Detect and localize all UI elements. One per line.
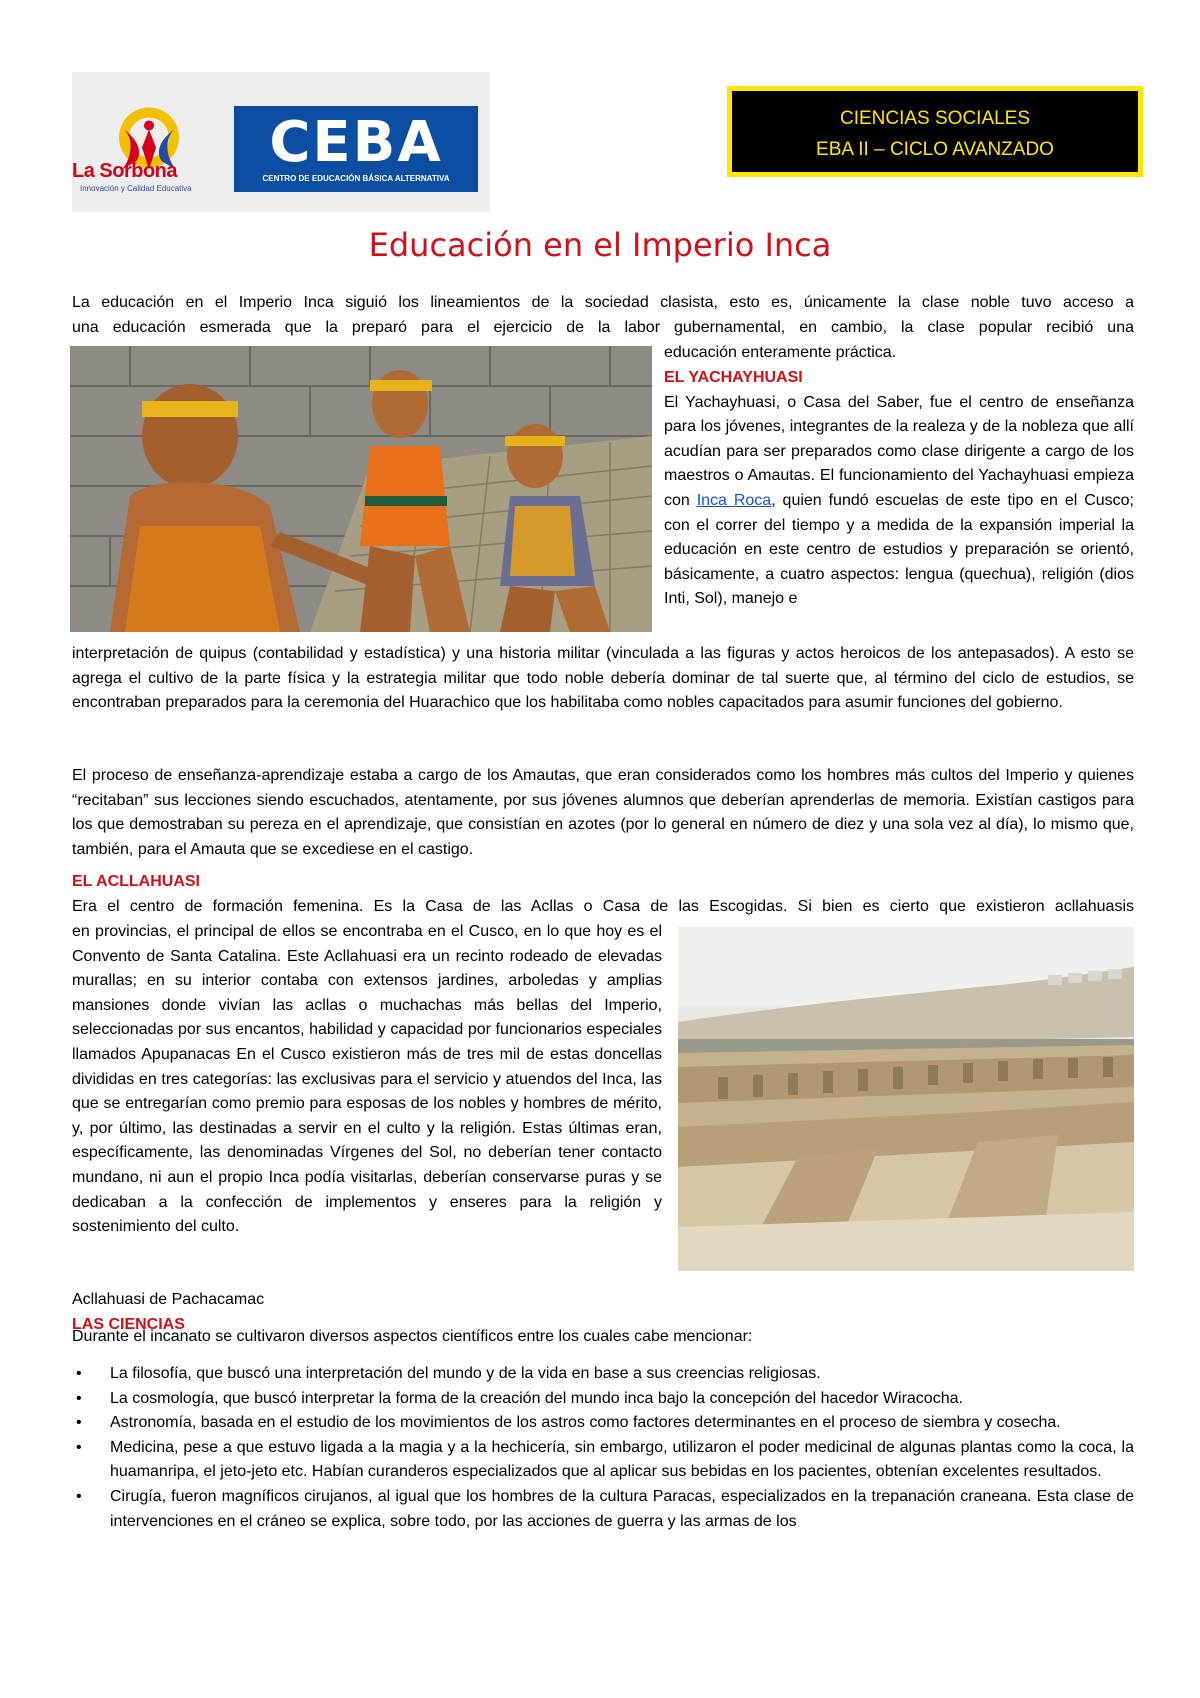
list-item-text: La cosmología, que buscó interpretar la forma de la creación del mundo inca bajo la concepción del hacedor Wiracocha. [110,1389,963,1407]
bullet-icon: • [76,1438,82,1456]
ciencias-list [72,1362,1134,1534]
list-item [72,1436,1134,1485]
list-item [72,1485,1134,1534]
acllahuasi-body: en provincias, el principal de ellos se encontraba en el Cusco, en lo que hoy es el Convento de Santa Catalina. Este Acllahuasi era un recinto rodeado de elevadas murallas; en su interior contaba con extensos jardines, arboledas y amplias mansiones donde vivían las acllas o muchachas más bellas del Imperio, seleccionadas por sus encantos, habilidad y capacidad por funcionarios especiales llamados Apupanacas En el Cusco existieron más de tres mil de estas doncellas divididas en tres categorías: las exclusivas para el servicio y atuendos del Inca, las que se entregarían como premio para esposas de los nobles y hombres de mérito, y, por último, las destinadas a servir en el culto y la religión. Estas últimas eran, específicamente, las denominadas Vírgenes del Sol, no deberían tener contacto mundano, ni aun el propio Inca podía visitarlas, deberían conservarse puras y se dedicaban a la confección de implementos y enseres para la religión y sostenimiento del culto. [72,923,662,1236]
intro-line-2: una educación esmerada que la preparó para el ejercicio de la labor gubernamental, en cambio, la clase popular recibió una [72,319,1134,336]
ceba-logo-name: CEBA [269,110,443,175]
list-item [72,1387,1134,1412]
subject-line-1: CIENCIAS SOCIALES [839,108,1031,129]
sorbona-logo-name: La Sorbona [72,160,178,182]
acllahuasi-caption: Acllahuasi de Pachacamac [72,1291,265,1308]
ceba-logo [234,106,478,192]
inca-roca-link[interactable]: Inca Roca [696,491,772,509]
yachayhuasi-section [664,366,1134,612]
intro-line-3: educación enteramente práctica. [664,344,897,361]
yachayhuasi-text-before: El Yachayhuasi, o Casa del Saber, fue el centro de enseñanza para los jóvenes, integrantes de la realeza y de la nobleza que allí acudían para ser preparados como clase dirigente a cargo de los maestros o Amautas. El funcionamiento del Yachayhuasi empieza con [664,393,1134,509]
intro-line-1: La educación en el Imperio Inca siguió los lineamientos de la sociedad clasista, esto es, únicamente la clase noble tuvo acceso a [72,294,1134,311]
subject-badge [727,86,1143,177]
yachayhuasi-text-after: , quien fundó escuelas de este tipo en el Cusco; con el correr del tiempo y a medida de la expansión imperial la educación en este centro de estudios y preparación se orientó, básicamente, a cuatro aspectos: lengua (quechua), religión (dios Inti, Sol), manejo e [664,491,1134,608]
bullet-icon: • [76,1389,82,1407]
list-item [72,1411,1134,1436]
list-item-text: Cirugía, fueron magníficos cirujanos, al igual que los hombres de la cultura Paracas, especializados en la trepanación craneana. Esta clase de intervenciones en el cráneo se explica, sobre todo, por las acciones de guerra y las armas de los [110,1487,1134,1530]
ciencias-heading: LAS CIENCIAS [72,1316,185,1333]
amautas-paragraph: El proceso de enseñanza-aprendizaje estaba a cargo de los Amautas, que eran considerados como los hombres más cultos del Imperio y quienes “recitaban” sus lecciones siendo escuchados, atentamente, por sus jóvenes alumnos que deberían aprenderlas de memoria. Existían castigos para los que demostraban su pereza en el aprendizaje, que consistían en azotes (por lo general en número de diez y una sola vez al día), lo mismo que, también, para el Amauta que se excediese en el castigo. [72,767,1134,858]
list-item-text: Astronomía, basada en el estudio de los movimientos de los astros como factores determinantes en el proceso de siembra y cosecha. [110,1414,1061,1432]
sorbona-logo-tagline: Innovación y Calidad Educativa [80,184,192,193]
acllahuasi-heading: EL ACLLAHUASI [72,873,200,890]
yachayhuasi-heading: EL YACHAYHUASI [664,369,803,386]
yachayhuasi-text [664,391,1134,612]
bullet-icon: • [76,1487,82,1505]
acllahuasi-first-line: Era el centro de formación femenina. Es la Casa de las Acllas o Casa de las Escogidas. Si bien es cierto que existieron acllahuasis [72,898,1134,915]
ciencias-intro: Durante el incanato se cultivaron diversos aspectos científicos entre los cuales cabe mencionar: [72,1328,753,1345]
bullet-icon: • [76,1365,82,1382]
yachayhuasi-continuation: interpretación de quipus (contabilidad y estadística) y una historia militar (vinculada a las figuras y actos heroicos de los antepasados). A esto se agrega el cultivo de la parte física y la estrategia militar que todo noble debería dominar de tal suerte que, al término del ciclo de estudios, se encontraban preparados para la ceremonia del Huarachico que los habilitaba como nobles capacitados para asumir funciones del gobierno. [72,645,1134,712]
list-item [72,1362,1134,1387]
list-item-text: La filosofía, que buscó una interpretación del mundo y de la vida en base a sus creencias religiosas. [110,1365,821,1382]
bullet-icon: • [76,1414,82,1432]
subject-line-2: EBA II – CICLO AVANZADO [816,139,1054,160]
ceba-logo-subtitle: CENTRO DE EDUCACIÓN BÁSICA ALTERNATIVA [262,174,450,183]
page-title: Educación en el Imperio Inca [368,226,832,264]
list-item-text: Medicina, pese a que estuvo ligada a la magia y a la hechicería, sin embargo, utilizaron el poder medicinal de algunas plantas como la coca, la huamanripa, el jeto-jeto etc. Habían curanderos especializados que al aplicar sus bebidas en los pacientes, obtenían excelentes resultados. [110,1438,1134,1481]
acllahuasi-pachacamac-photo [678,927,1134,1271]
inca-students-illustration [70,346,652,632]
logo-area [72,72,490,212]
